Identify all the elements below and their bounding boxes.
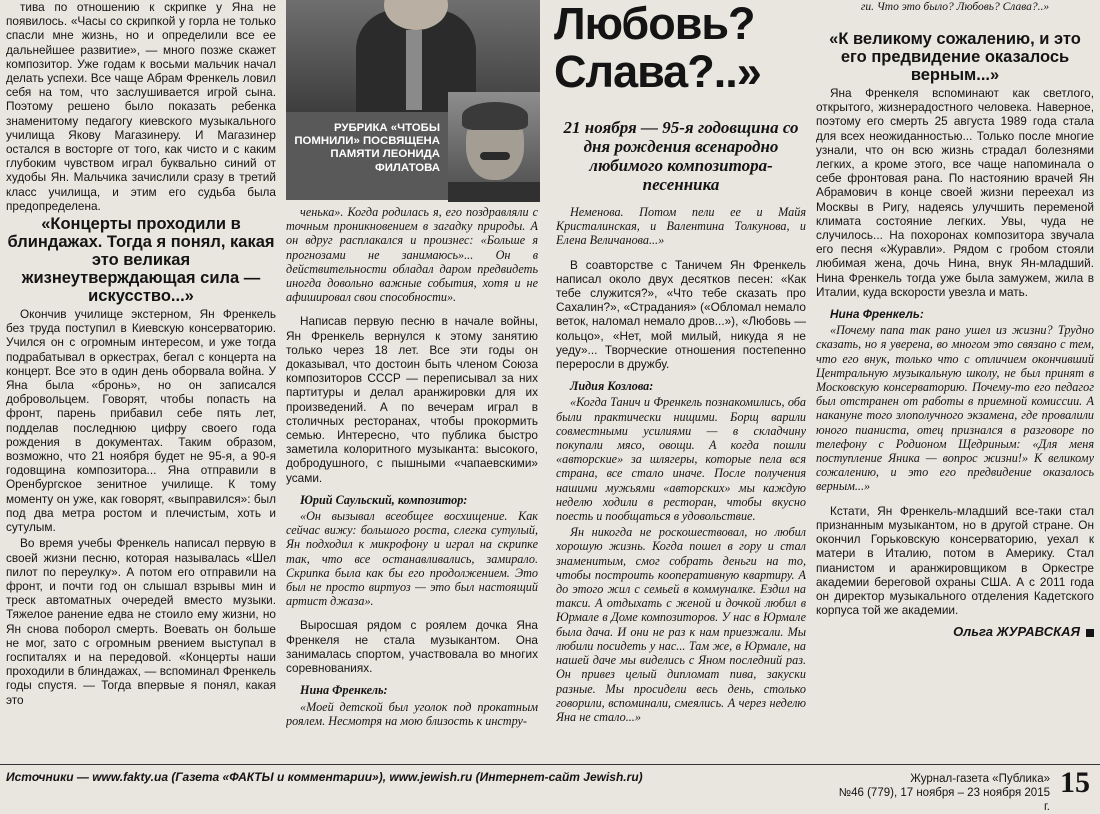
paragraph: Яна Френкеля вспоминают как светлого, открытого, жизнерадостного человека. Наверное, поэтому его смерть 25 августа 1989 года стала для всех неожиданностью... Только после многие узнали, что он всю жизнь страдал болезнями легких, а кроме этого, все чаще напоминала о себе фронтовая рана. По настоянию врачей Ян Абрамович в конце своей жизни переехал из Москвы в Ригу, надеясь улучшить переменой климата состояние легких. Увы, чуда не случилось... На похоронах композитора звучала его песня «Журавли». Рядом с гробом стояли любимая жена, дочь Нина, внук Ян-младший. Нина Френкель тогда уже была замужем, жила в Италии, куда вскорости увезла и мать.	[816, 86, 1094, 299]
paragraph: Выросшая рядом с роялем дочка Яна Френкеля не стала музыкантом. Она занималась спортом, участвовала во многих соревнованиях.	[286, 618, 538, 676]
journal-info	[830, 772, 1050, 814]
pull-quote: «К великому сожалению, и это его предвидение оказалось верным...»	[829, 30, 1081, 84]
photo-portrait-filatov	[448, 92, 540, 202]
sources-line: Источники — www.fakty.ua (Газета «ФАКТЫ и комментарии»), www.jewish.ru (Интернет-сайт Jewish.ru)	[6, 770, 643, 784]
article-column-3	[556, 205, 806, 762]
speaker-label: Лидия Козлова:	[570, 379, 654, 394]
paragraph: Написав первую песню в начале войны, Ян Френкель вернулся к этому занятию только через 18 лет. Все эти годы он доказывал, что достоин быть членом Союза композиторов СССР — переписывал за них партитуры и делал аранжировки для их произведений. А по вечерам играл в столичных ресторанах, чтобы прокормить семью. Интересно, что публика быстро заметила колоритного музыканта: высокого, добродушного, с пышными «чапаевскими» усами.	[286, 314, 538, 485]
pull-quote: «Концерты проходили в блиндажах. Тогда я понял, какая это великая жизнеутверждающая сила — искусство...»	[7, 215, 275, 306]
speaker-label: Нина Френкель:	[830, 307, 924, 322]
paragraph: Окончив училище экстерном, Ян Френкель без труда поступил в Киевскую консерваторию. Учился он с огромным интересом, и уже тогда подрабатывал в оркестрах, бегал с концерта на концерт. Все это в один день оборвала война. У Яна была «бронь», но он записался добровольцем. Говорят, чтобы попасть на фронт, парень прибавил себе пять лет, подделав последнюю цифру своего года рождения в документах. Таким образом, возможно, что 21 ноября будет не 95-я, а 90-я годовщина композитора... Яна отправили в Оренбургское зенитное училище. К тому моменту он уже, как говорят, «выправился»: был под два метра ростом и плечистым, хоть и сутулым.	[6, 307, 276, 535]
quote-paragraph: «Когда Танич и Френкель познакомились, оба были практически нищими. Борщ варили совместными усилиями — в складчину покупали мясо, овощи. А когда пошли «авторские» за шлягеры, которые пела вся страна, все стало иначе. После получения нашими мужьями «авторских» мы каждую неделю ходили в ресторан, чтобы вкусно поесть и пообщаться в удовольствие.	[556, 395, 806, 524]
headline-line-2: Слава?..»	[554, 46, 761, 97]
paragraph: В соавторстве с Таничем Ян Френкель написал около двух десятков песен: «Как тебе служится?», «Что тебе сказать про Сахалин?», «Страдания» («Обломал немало веток, наломал немало дров...»), «Любовь — кольцо», «Нет, мой милый, никуда я не уеду»... Творческие отношения постепенно переросли в дружбу.	[556, 257, 806, 372]
issue-info: №46 (779), 17 ноября – 23 ноября 2015 г.	[838, 787, 1050, 813]
end-mark-icon	[1086, 629, 1094, 637]
quote-paragraph: «Он вызывал всеобщее восхищение. Как сейчас вижу: большого роста, слегка сутулый, Ян подходил к микрофону и играл на скрипке так, что все останавливались, замирало. Скрипка была как бы его продолжением. Это был не просто виртуоз — это был настоящий артист джаза».	[286, 509, 538, 609]
quote-paragraph: Ян никогда не роскошествовал, но любил хорошую жизнь. Когда пошел в гору и стал знаменитым, смог собрать деньги на то, чтобы построить кооперативную квартиру. А до этого жил с семьей в коммуналке. Ездил на такси. А отдыхать с женой и дочкой любил в Юрмале в Доме композиторов. У нас в Юрмале была дача. И они не раз к нам приезжали. Мы любили посидеть у нас... Там же, в Юрмале, на нашей даче мы виделись с Яном последний раз. Он привез целый дипломат пива, закуски разные. Мы просидели весь день, столько говорили, вспоминали, смеялись. А через неделю Яна не стало...»	[556, 525, 806, 724]
headline-line-1: Любовь?	[554, 0, 755, 49]
page-number: 15	[1060, 766, 1090, 799]
subheadline: 21 ноября — 95-я годовщина со дня рождения всенародно любимого композитора-песенника	[563, 118, 799, 194]
paragraph: тива по отношению к скрипке у Яна не появилось. «Часы со скрипкой у горла не только спасли мне жизнь, но и определили все ее дальнейшее развитие», — много позже скажет композитор. Уже годам к восьми мальчик начал делать успехи. Все чаще Абрам Френкель ловил себя на том, что заслушивается игрой сына. Поэтому решено было показать ребенка знаменитому педагогу киевского музыкального училища Якову Магазинеру. И Магазинер остался в восторге от того, как чисто и с каким глубоким чувством играл буквально синий от худобы Ян. Мальчика зачислили сразу в третий класс училища, и этим его судьба была предопределена.	[6, 0, 276, 213]
article-column-2	[286, 205, 538, 762]
article-column-4	[816, 20, 1094, 762]
speaker-label: Нина Френкель:	[300, 683, 388, 698]
author-signature: Ольга ЖУРАВСКАЯ	[816, 625, 1094, 639]
quote-paragraph: «Моей детской был уголок под прокатным роялем. Несмотря на мою близость к инстру-	[286, 699, 538, 728]
article-column-1	[6, 0, 276, 762]
headline	[554, 0, 806, 96]
footer-rule	[0, 764, 1100, 765]
speaker-label: Юрий Саульский, композитор:	[300, 492, 468, 507]
rubric-caption: РУБРИКА «ЧТОБЫ ПОМНИЛИ» ПОСВЯЩЕНА ПАМЯТИ ЛЕОНИДА ФИЛАТОВА	[286, 112, 448, 200]
paragraph: Неменова. Потом пели ее и Майя Кристалинская, и Валентина Толкунова, и Елена Величанова...»	[556, 205, 806, 248]
paragraph: Кстати, Ян Френкель-младший все-таки стал признанным музыкантом, но в другой стране. Он окончил Горьковскую консерваторию, уехал к матери в Италию, потом в Америку. Стал пианистом и аранжировщиком в Оркестре академии береговой охраны США. А с 2011 года он директор музыкального отделения Кадетского корпуса той же академии.	[816, 503, 1094, 618]
column-top-text: ги. Что это было? Любовь? Слава?..»	[860, 1, 1050, 13]
journal-name: Журнал-газета «Публика»	[910, 773, 1050, 785]
quote-paragraph: «Почему папа так рано ушел из жизни? Трудно сказать, но я уверена, во многом это связано с тем, что его внук, только что с отличием окончивший Центральную музыкальную школу, не был принят в Московскую консерваторию. Почему-то его педагог был отстранен от работы в приемной комиссии. А накануне того злополучного экзамена, где провалили юного пианиста, отец признался в разговоре по телефону с Родионом Щедриным: «Для меня поступление Яника — вопрос жизни!» К великому сожалению, и это его предвидение оказалось верным...»	[816, 323, 1094, 494]
paragraph: Во время учебы Френкель написал первую в своей жизни песню, которая называлась «Шел пилот по переулку». А потом его отправили на фронт, и почти год он слышал взрывы мин и треск автоматных очередей вместо музыки. Тяжелое ранение едва не стоило ему жизни, но Ян снова поборол смерть. Воевать он больше не мог, зато с огромным рвением выступал в госпиталях и на передовой. «Концерты наши проходили в блиндажах, — вспоминал Френкель годы спустя. — Тогда впервые я понял, какая это	[6, 536, 276, 707]
paragraph: ченька». Когда родилась я, его поздравляли с точным проникновением в загадку природы. А он вдруг расплакался и произнес: «Больше я прогнозами не занимаюсь»... Он в действительности обладал даром предвидеть иногда довольно важные события, хотя и не афишировал свои способности».	[286, 205, 538, 305]
